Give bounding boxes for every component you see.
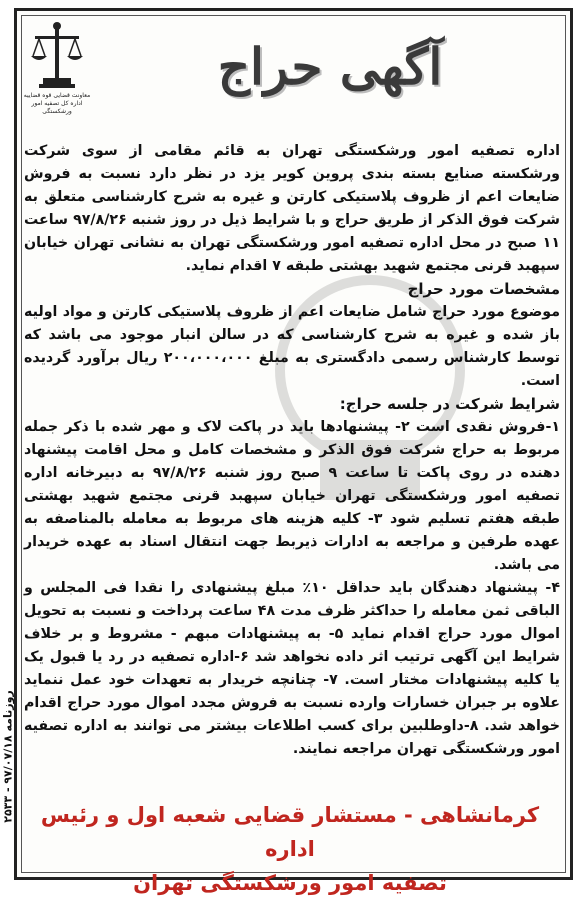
signature-line-1: کرمانشاهی - مستشار قضایی شعبه اول و رئیس اداره	[40, 803, 540, 861]
title-banner	[110, 24, 550, 108]
emblem-caption: معاونت قضایی قوه قضاییه اداره کل تصفیه امور ورشکستگی	[23, 92, 91, 115]
notice-body	[24, 140, 560, 761]
section-specs-text: موضوع مورد حراج شامل ضایعات اعم از ظروف پلاستیکی کارتن و مواد اولیه باز شده و غیره به شرح کارشناسی که در سالن انبار موجود می باشد که توسط کارشناس رسمی دادگستری به مبلغ ۲۰۰،۰۰۰،۰۰۰ ریال برآورد گردیده است.	[24, 304, 560, 389]
signature-block	[30, 798, 550, 900]
signature-line-2: تصفیه امور ورشکستگی تهران	[133, 871, 447, 895]
side-label-text: روزنامه ۹۷/۰۷/۱۸ - ۲۵۳۳	[1, 690, 14, 823]
scales-of-justice-icon	[29, 20, 85, 90]
notice-title: آگهی حراج	[217, 36, 443, 96]
section-heading-conditions: شرایط شرکت در جلسه حراج:	[339, 395, 560, 413]
section-conditions-text: ۱-فروش نقدی است ۲- پیشنهادها باید در پاکت لاک و مهر شده با ذکر جمله مربوط به حراج شرکت فوق الذکر و مشخصات کامل و محل اقامت پیشنهاد دهنده در روی پاکت تا ساعت ۹ صبح روز شنبه ۹۷/۸/۲۶ به دبیرخانه اداره تصفیه امور ورشکستگی تهران خیابان سپهبد قرنی مجتمع شهید بهشتی طبقه هفتم تسلیم شود ۳- کلیه هزینه های مربوط به معامله بالمناصفه به عهده طرفین و مراجعه به ادارات ذیربط جهت انتقال اسناد به عهده خریدار می باشد.	[24, 419, 561, 573]
side-newspaper-label	[0, 640, 14, 890]
notice-intro: اداره تصفیه امور ورشکستگی تهران به قائم مقامی از سوی شرکت ورشکسته صنایع بسته بندی پروین کویر یزد در نظر دارد نسبت به فروش ضایعات اعم از ظروف پلاستیکی کارتن و غیره به شرح کارشناسی متعلق به شرکت فوق الذکر از طریق حراج و با شرایط ذیل در روز شنبه ۹۷/۸/۲۶ ساعت ۱۱ صبح در محل اداره تصفیه امور ورشکستگی تهران به نشانی تهران خیابان سپهبد قرنی مجتمع شهید بهشتی طبقه ۷ اقدام نماید.	[24, 143, 560, 274]
section-conditions-text-continued: ۴- پیشنهاد دهندگان باید حداقل ۱۰٪ مبلغ پیشنهادی را نقدا فی المجلس و الباقی ثمن معامله را حداکثر ظرف مدت ۴۸ ساعت پرداخت و نسبت به تحویل اموال مورد حراج اقدام نماید ۵- به پیشنهادات مبهم - مشروط و بر خلاف شرایط این آگهی ترتیب اثر داده نخواهد شد ۶-اداره تصفیه در رد یا قبول یک یا کلیه پیشنهادات مختار است. ۷- چنانچه خریدار به تعهدات خود عمل ننماید علاوه بر جبران خسارات وارده نسبت به فروش مجدد اموال مورد حراج اقدام خواهد شد. ۸-داوطلبین برای کسب اطلاعات بیشتر می توانند به اداره تصفیه امور ورشکستگی تهران مراجعه نمایند.	[24, 580, 561, 757]
judiciary-emblem	[22, 20, 92, 120]
section-heading-specs: مشخصات مورد حراج	[407, 280, 560, 298]
